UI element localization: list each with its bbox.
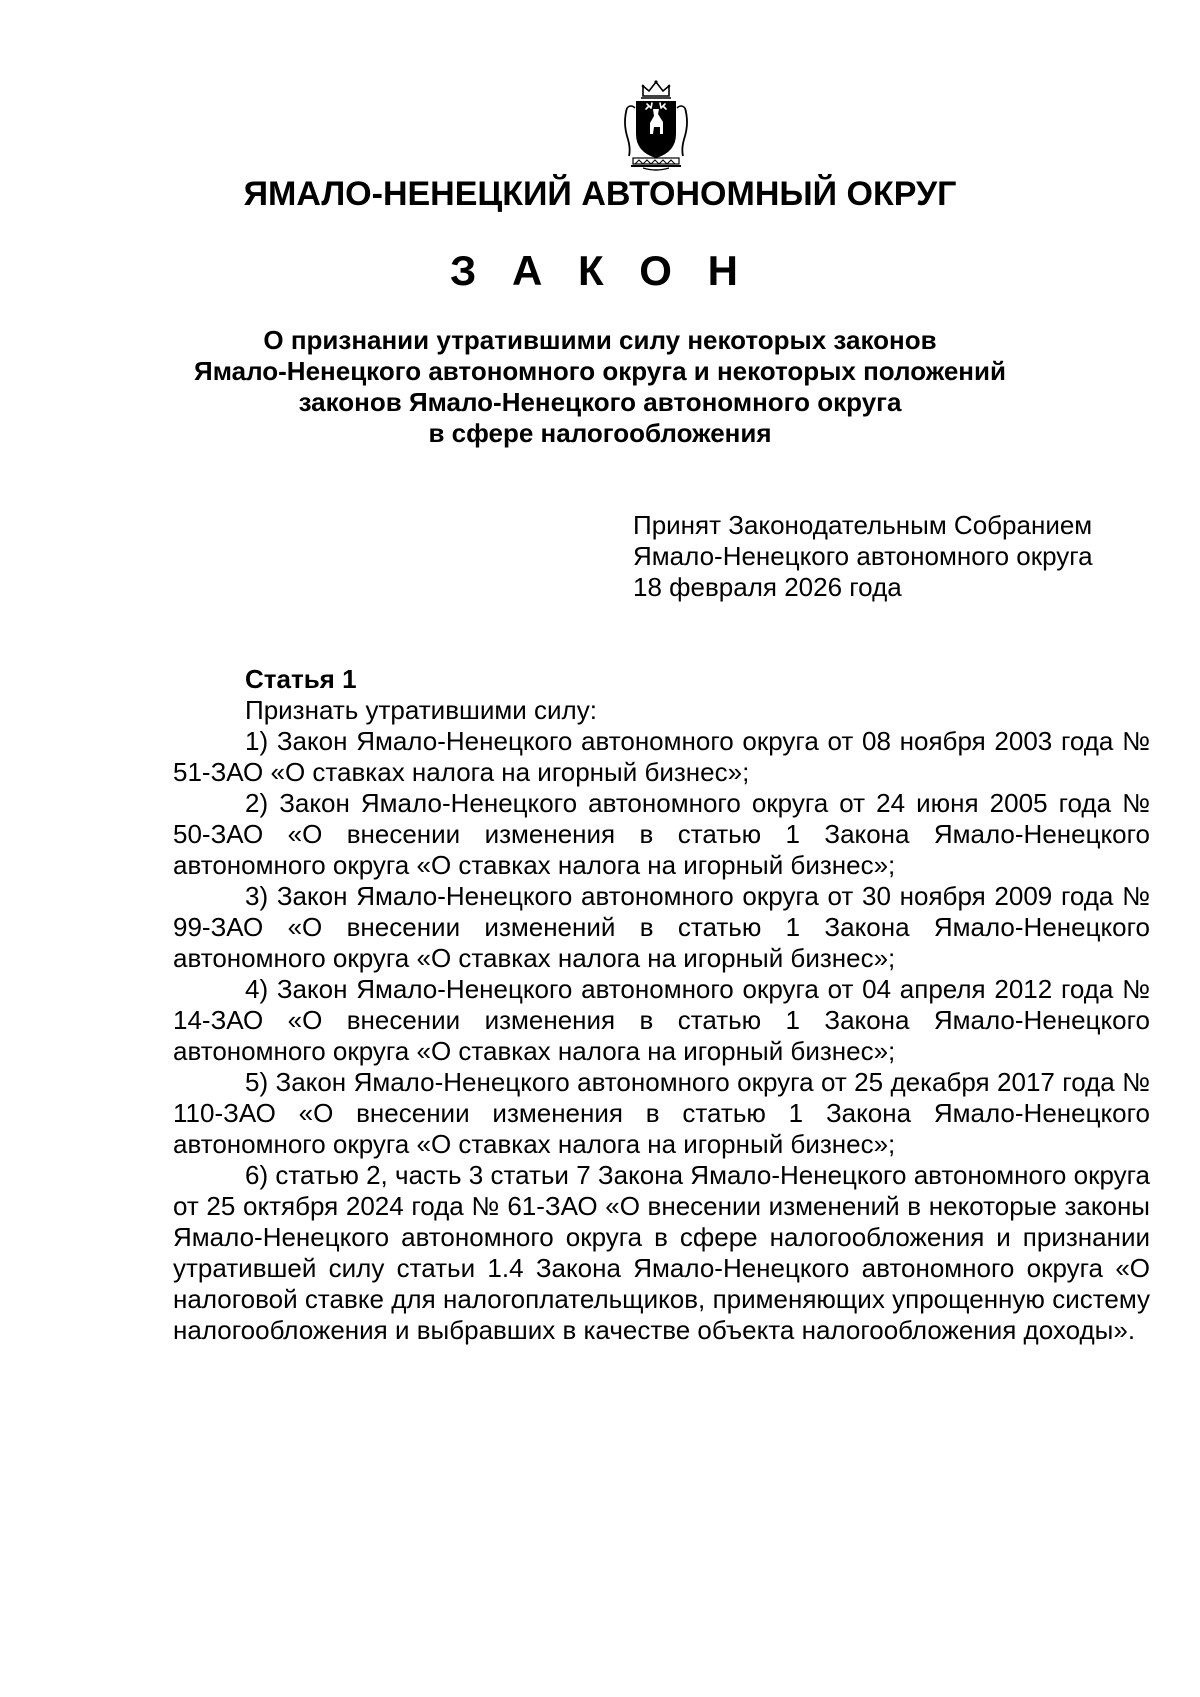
- adoption-line: Принят Законодательным Собранием: [633, 510, 1093, 540]
- article-item: 4) Закон Ямало-Ненецкого автономного округа от 04 апреля 2012 года № 14-ЗАО «О внесении изменения в статью 1 Закона Ямало-Ненецкого автономного округа «О ставках налога на игорный бизнес»;: [173, 974, 1150, 1066]
- article-item: 6) статью 2, часть 3 статьи 7 Закона Ямало-Ненецкого автономного округа от 25 октября 2024 года № 61-ЗАО «О внесении изменений в некоторые законы Ямало-Ненецкого автономного округа в сфере налогообложения и признании утратившей силу статьи 1.4 Закона Ямало-Ненецкого автономного округа «О налоговой ставке для налогоплательщиков, применяющих упрощенную систему налогообложения и выбравших в качестве объекта налогообложения доходы».: [173, 1160, 1150, 1345]
- article-item: 1) Закон Ямало-Ненецкого автономного округа от 08 ноября 2003 года № 51-ЗАО «О ставках налога на игорный бизнес»;: [173, 726, 1150, 787]
- adoption-date: 18 февраля 2026 года: [633, 572, 902, 602]
- article-heading: Статья 1: [245, 664, 357, 694]
- article-1: [173, 664, 1150, 1346]
- adoption-note: [633, 510, 1093, 603]
- law-title-line: в сфере налогообложения: [428, 418, 772, 448]
- document-type: З А К О Н: [450, 247, 750, 294]
- adoption-line: Ямало-Ненецкого автономного округа: [633, 541, 1093, 571]
- article-item: 3) Закон Ямало-Ненецкого автономного округа от 30 ноября 2009 года № 99-ЗАО «О внесении изменений в статью 1 Закона Ямало-Ненецкого автономного округа «О ставках налога на игорный бизнес»;: [173, 881, 1150, 973]
- article-item: 5) Закон Ямало-Ненецкого автономного округа от 25 декабря 2017 года № 110-ЗАО «О внесении изменения в статью 1 Закона Ямало-Ненецкого автономного округа «О ставках налога на игорный бизнес»;: [173, 1067, 1150, 1159]
- law-title: [0, 325, 1200, 449]
- law-title-line: законов Ямало-Ненецкого автономного округа: [298, 387, 902, 417]
- article-item: 2) Закон Ямало-Ненецкого автономного округа от 24 июня 2005 года № 50-ЗАО «О внесении изменения в статью 1 Закона Ямало-Ненецкого автономного округа «О ставках налога на игорный бизнес»;: [173, 788, 1150, 880]
- region-name: ЯМАЛО-НЕНЕЦКИЙ АВТОНОМНЫЙ ОКРУГ: [243, 175, 957, 213]
- law-title-line: О признании утратившими силу некоторых законов: [263, 325, 937, 355]
- law-title-line: Ямало-Ненецкого автономного округа и некоторых положений: [194, 356, 1006, 386]
- article-intro: Признать утратившими силу:: [245, 695, 597, 725]
- coat-of-arms-icon: [619, 78, 693, 172]
